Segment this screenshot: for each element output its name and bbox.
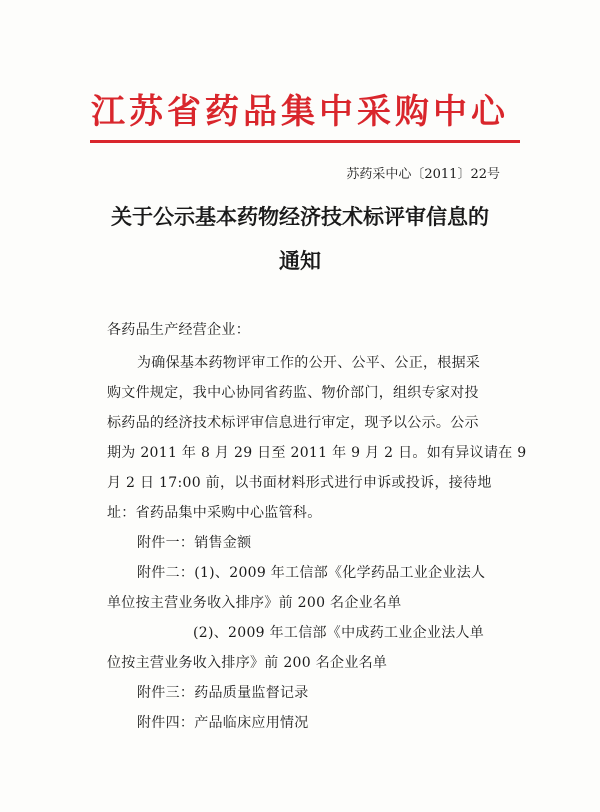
notice-title-line-1: 关于公示基本药物经济技术标评审信息的 <box>111 204 489 229</box>
attachment-item: 附件三：药品质量监督记录 <box>137 685 309 701</box>
attachment-item: (2)、2009 年工信部《中成药工业企业法人单 <box>193 625 485 641</box>
red-divider <box>90 140 520 143</box>
body-line: 购文件规定，我中心协同省药监、物价部门，组织专家对投 <box>107 385 479 401</box>
salutation: 各药品生产经营企业： <box>107 322 250 338</box>
body-line: 址：省药品集中采购中心监管科。 <box>107 505 322 521</box>
body-line: 为确保基本药物评审工作的公开、公平、公正，根据采 <box>137 355 481 371</box>
attachment-item-continued: 位按主营业务收入排序》前 200 名企业名单 <box>107 655 388 671</box>
notice-title-line-2: 通知 <box>279 248 321 273</box>
attachment-item: 附件一：销售金额 <box>137 535 252 551</box>
body-line: 期为 2011 年 8 月 29 日至 2011 年 9 月 2 日。如有异议请在 9 <box>107 445 527 461</box>
masthead-title: 江苏省药品集中采购中心 <box>91 92 509 132</box>
attachment-item: 附件二：(1)、2009 年工信部《化学药品工业企业法人 <box>137 565 486 581</box>
document-number: 苏药采中心〔2011〕22号 <box>346 167 500 182</box>
body-line: 月 2 日 17:00 前，以书面材料形式进行申诉或投诉，接待地 <box>107 475 492 491</box>
body-line: 标药品的经济技术标评审信息进行审定，现予以公示。公示 <box>107 415 479 431</box>
attachment-item-continued: 单位按主营业务收入排序》前 200 名企业名单 <box>107 595 402 611</box>
attachment-item: 附件四：产品临床应用情况 <box>137 715 309 731</box>
